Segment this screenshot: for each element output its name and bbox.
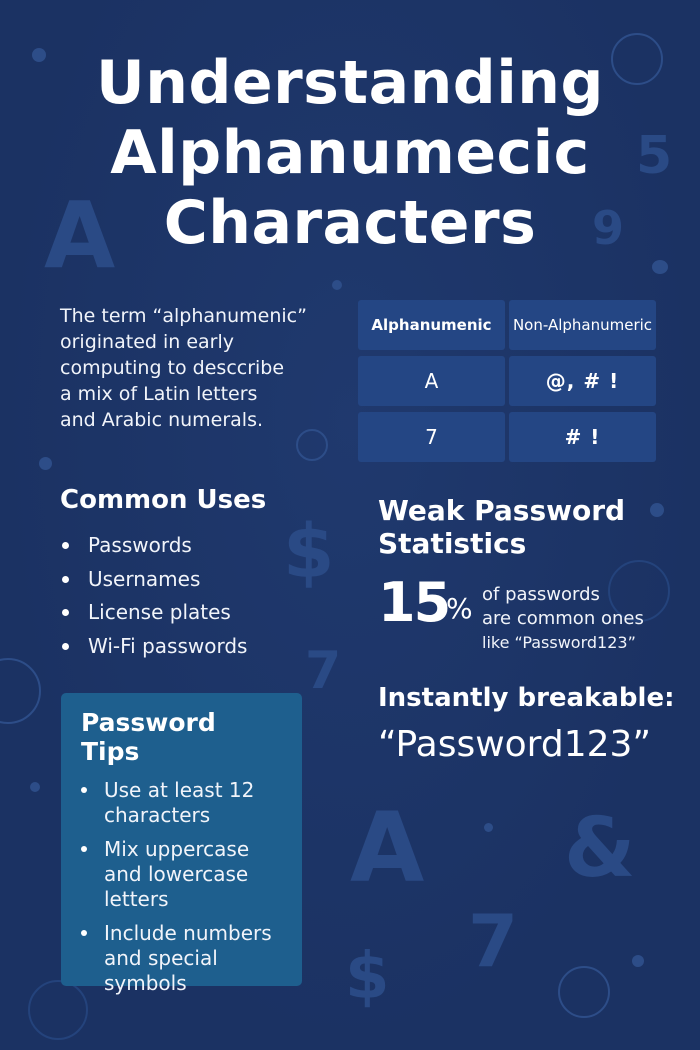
list-item-label: License plates [88, 600, 231, 624]
decor-dot [332, 280, 342, 290]
decor-letter-a: A [350, 792, 425, 904]
stats-heading-line: Weak Password [378, 494, 626, 527]
stat-caption [482, 583, 644, 655]
comparison-table [358, 300, 656, 468]
tip-line: symbols [104, 971, 187, 995]
intro-line: and Arabic numerals. [60, 409, 264, 431]
intro-line: The term “alphanumenic” [60, 305, 307, 327]
weak-password-stats-heading [378, 494, 638, 560]
list-item-text [104, 921, 272, 996]
list-item-label: Usernames [88, 566, 201, 591]
intro-line: computing to desccribe [60, 357, 285, 379]
bullet-icon [62, 609, 69, 616]
decor-circle [296, 429, 328, 461]
list-item [62, 596, 247, 630]
stat-percent-sign: % [446, 592, 473, 625]
decor-dollar: $ [345, 940, 390, 1014]
decor-ampersand: & [564, 801, 636, 896]
list-item-label: Passwords [88, 533, 192, 557]
decor-dot [484, 823, 493, 832]
list-item-label: Wi-Fi passwords [88, 633, 248, 658]
table-cell: # ! [509, 412, 656, 462]
bullet-icon [81, 846, 87, 852]
tip-line: and lowercase [104, 862, 249, 886]
bullet-icon [62, 576, 69, 583]
table-header-alphanumeric: Alphanumenic [358, 300, 505, 350]
table-row [358, 412, 656, 462]
common-uses-heading: Common Uses [60, 485, 267, 515]
tip-line: characters [104, 803, 211, 827]
bullet-icon [62, 643, 69, 650]
title-line: Understanding [96, 48, 604, 118]
breakable-label: Instantly breakable: [378, 683, 675, 713]
intro-line: originated in early [60, 331, 235, 353]
password-tips-list [81, 778, 282, 996]
intro-paragraph [60, 303, 330, 433]
list-item [81, 921, 282, 996]
password-tips-heading: Password Tips [81, 708, 216, 766]
stat-caption-line: of passwords [482, 584, 600, 605]
password-tips-card [61, 693, 302, 995]
list-item [62, 529, 247, 563]
tip-line: letters [104, 887, 169, 911]
decor-circle [0, 658, 41, 724]
table-cell: @, # ! [509, 356, 656, 406]
stat-caption-line: are common ones [482, 608, 644, 629]
bullet-icon [81, 930, 87, 936]
decor-circle [28, 980, 88, 1040]
list-item [62, 563, 247, 597]
page-title [0, 48, 700, 258]
decor-dot [652, 260, 668, 274]
table-row [358, 356, 656, 406]
decor-digit-5: 5 [636, 126, 673, 186]
tip-line: Use at least 12 [104, 778, 255, 802]
stat-number: 15 [378, 571, 450, 634]
bullet-icon [81, 787, 87, 793]
decor-circle [558, 966, 610, 1018]
table-header-non-alphanumeric: Non-Alphanumeric [509, 300, 656, 350]
decor-dot [39, 457, 52, 470]
table-header-row [358, 300, 656, 350]
decor-digit-7: 7 [305, 641, 342, 701]
decor-dot [632, 955, 644, 967]
stats-heading-line: Statistics [378, 527, 527, 560]
title-line: Alphanumecic [110, 118, 590, 188]
list-item-text [104, 837, 249, 912]
list-item [81, 778, 282, 828]
decor-dot [650, 503, 664, 517]
table-cell: A [358, 356, 505, 406]
title-line: Characters [163, 188, 537, 258]
weak-password-stat [378, 571, 678, 655]
list-item [81, 837, 282, 912]
tip-line: Include numbers [104, 921, 272, 945]
decor-dollar: $ [283, 509, 335, 595]
tip-line: and special [104, 946, 218, 970]
common-uses-list [62, 529, 247, 663]
table-cell: 7 [358, 412, 505, 462]
decor-digit-9: 9 [592, 201, 625, 255]
list-item [62, 630, 247, 664]
list-item-text [104, 778, 254, 828]
breakable-password-example: “Password123” [378, 724, 652, 765]
decor-digit-7: 7 [468, 899, 519, 983]
stat-caption-line: like “Password123” [482, 633, 636, 652]
bullet-icon [62, 542, 69, 549]
decor-letter-a: A [44, 182, 116, 289]
decor-dot [30, 782, 40, 792]
intro-line: a mix of Latin letters [60, 383, 258, 405]
tip-line: Mix uppercase [104, 837, 250, 861]
